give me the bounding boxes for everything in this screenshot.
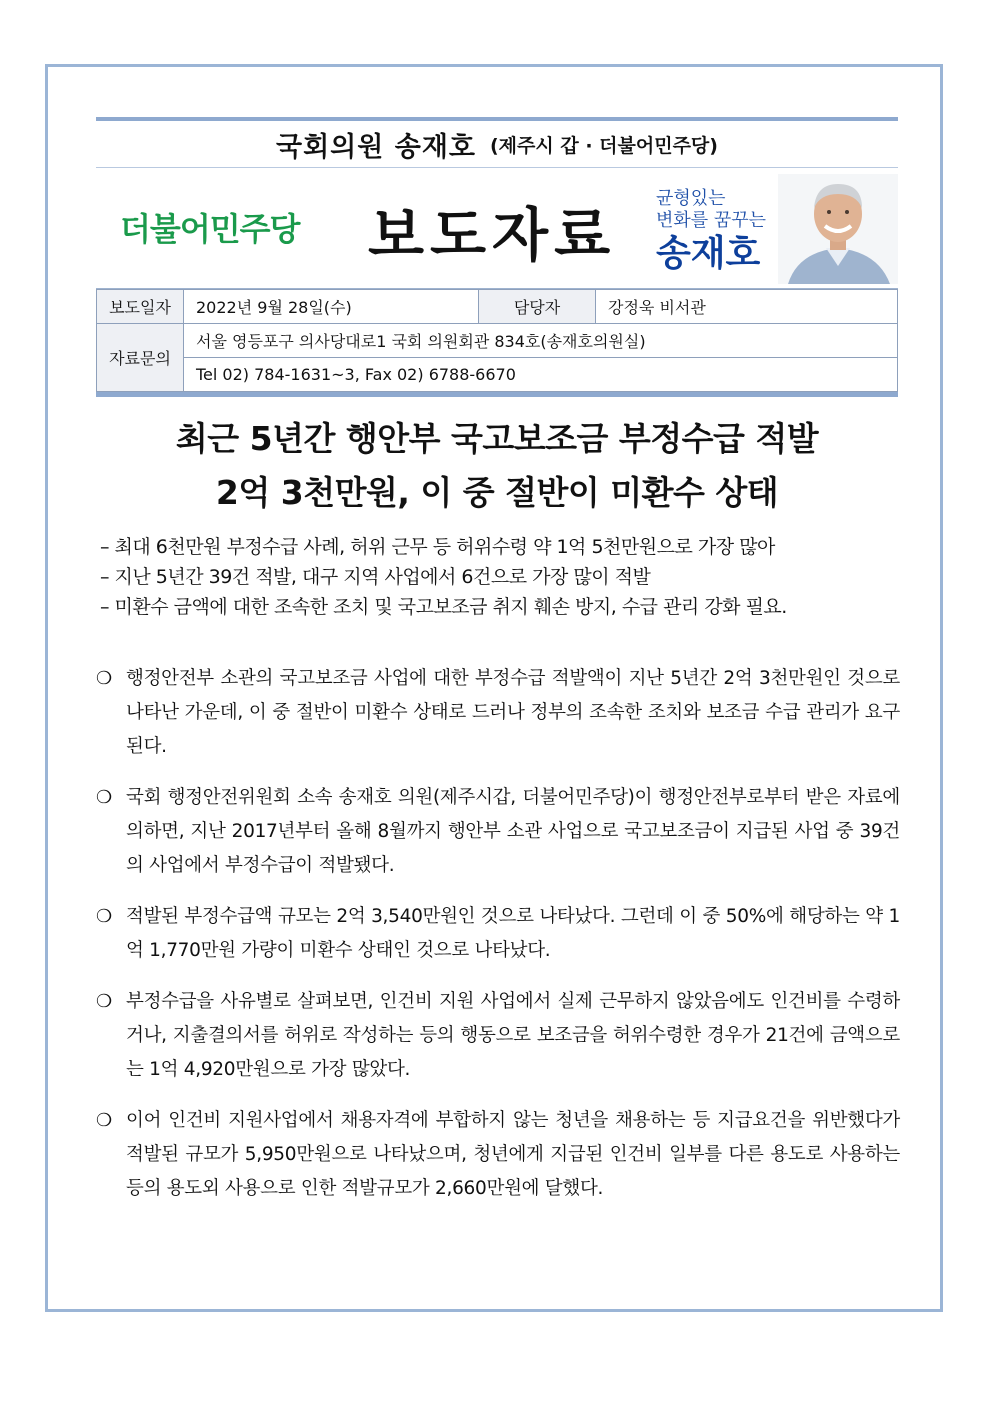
circle-bullet-icon: ❍ [96, 906, 112, 927]
slogan-line1: 균형있는 [656, 188, 726, 209]
member-name: 국회의원 송재호 [276, 131, 476, 163]
date-value: 2022년 9월 28일(수) [184, 290, 479, 324]
portrait-photo [778, 174, 898, 284]
paragraph-text: 부정수급을 사유별로 살펴보면, 인건비 지원 사업에서 실제 근무하지 않았음에도 인건비를 수령하거나, 지출결의서를 허위로 작성하는 등의 행동으로 보조금을 허위수령한 경우가 21건에 금액으로는 1억 4,920만원으로 가장 많았다. [126, 991, 900, 1080]
circle-bullet-icon: ❍ [96, 1110, 112, 1131]
paragraph-text: 행정안전부 소관의 국고보조금 사업에 대한 부정수급 적발액이 지난 5년간 2억 3천만원인 것으로 나타난 가운데, 이 중 절반이 미환수 상태로 드러나 정부의 조속한 조치와 보조금 수급 관리가 요구된다. [126, 668, 900, 757]
paragraph-text: 적발된 부정수급액 규모는 2억 3,540만원인 것으로 나타났다. 그런데 이 중 50%에 해당하는 약 1억 1,770만원 가량이 미환수 상태인 것으로 나타났다. [126, 906, 900, 961]
subheadings [100, 532, 900, 622]
headline-line2: 2억 3천만원, 이 중 절반이 미환수 상태 [215, 473, 779, 512]
slogan-name: 송재호 [656, 233, 761, 274]
circle-bullet-icon: ❍ [96, 668, 112, 689]
party-note: (제주시 갑 · 더불어민주당) [490, 134, 718, 157]
banner [96, 168, 898, 289]
paragraph-text: 국회 행정안전위원회 소속 송재호 의원(제주시갑, 더불어민주당)이 행정안전부로부터 받은 자료에 의하면, 지난 2017년부터 올해 8월까지 행안부 소관 사업으로 국고보조금이 지급된 사업 중 39건의 사업에서 부정수급이 적발됐다. [126, 787, 900, 876]
body-text [96, 662, 900, 1223]
subheading-item: – 최대 6천만원 부정수급 사례, 허위 근무 등 허위수령 약 1억 5천만원으로 가장 많아 [100, 536, 775, 558]
body-paragraph [96, 985, 900, 1087]
tel-value: Tel 02) 784-1631~3, Fax 02) 6788-6670 [184, 358, 898, 392]
contact-value: 강정욱 비서관 [596, 290, 898, 324]
address-value: 서울 영등포구 의사당대로1 국회 의원회관 834호(송재호의원실) [184, 324, 898, 358]
portrait-image [778, 174, 898, 284]
info-table [96, 289, 898, 392]
inquiry-label: 자료문의 [97, 324, 184, 392]
date-label: 보도일자 [97, 290, 184, 324]
slogan-line2: 변화를 꿈꾸는 [656, 210, 767, 231]
headline-line1: 최근 5년간 행안부 국고보조금 부정수급 적발 [175, 419, 819, 458]
contact-label: 담당자 [479, 290, 596, 324]
headline [96, 412, 898, 520]
body-paragraph [96, 1104, 900, 1206]
member-title-row [96, 121, 898, 168]
slogan [656, 188, 766, 276]
press-release-title: 보도자료 [368, 201, 617, 269]
body-paragraph [96, 900, 900, 968]
circle-bullet-icon: ❍ [96, 787, 112, 808]
body-paragraph [96, 781, 900, 883]
header-bottom-rule [96, 392, 898, 397]
circle-bullet-icon: ❍ [96, 991, 112, 1012]
paragraph-text: 이어 인건비 지원사업에서 채용자격에 부합하지 않는 청년을 채용하는 등 지급요건을 위반했다가 적발된 규모가 5,950만원으로 나타났으며, 청년에게 지급된 인건비 일부를 다른 용도로 사용하는 등의 용도외 사용으로 인한 적발규모가 2,660만원에 달했다. [126, 1110, 900, 1199]
subheading-item: – 미환수 금액에 대한 조속한 조치 및 국고보조금 취지 훼손 방지, 수급 관리 강화 필요. [100, 596, 787, 618]
press-header [96, 117, 898, 397]
subheading-item: – 지난 5년간 39건 적발, 대구 지역 사업에서 6건으로 가장 많이 적발 [100, 566, 651, 588]
body-paragraph [96, 662, 900, 764]
party-logo: 더불어민주당 [120, 210, 300, 248]
